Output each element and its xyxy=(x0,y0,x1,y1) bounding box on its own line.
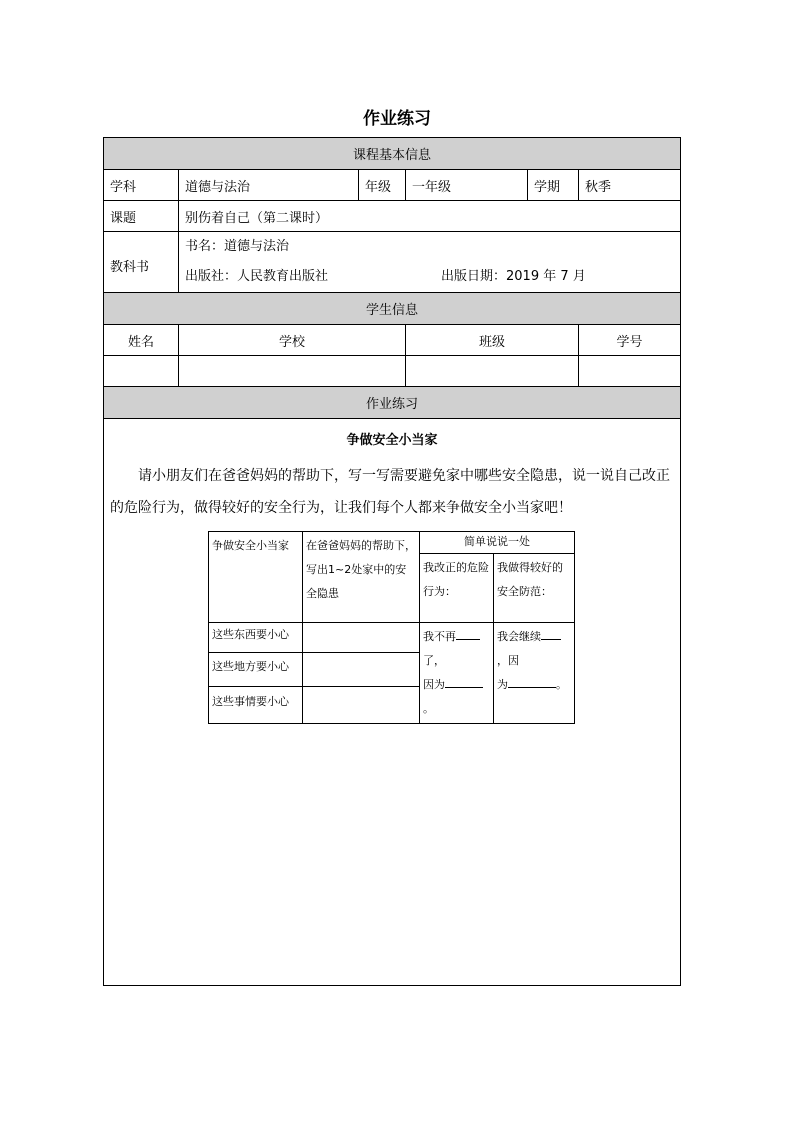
answer-good-text4: 。 xyxy=(556,678,567,691)
row-matters-label: 这些事情要小心 xyxy=(209,687,303,724)
cell-school[interactable] xyxy=(179,356,406,387)
grade-label: 年级 xyxy=(359,170,406,201)
answer-corrected-text1: 我不再 xyxy=(423,630,456,643)
textbook-info xyxy=(179,232,681,293)
term-label: 学期 xyxy=(528,170,579,201)
textbook-label-text: 教科书 xyxy=(110,259,150,275)
row-matters-answer[interactable] xyxy=(303,687,420,724)
section-student-info: 学生信息 xyxy=(104,293,681,325)
answer-good-text2: ，因 xyxy=(497,654,519,667)
row-places-answer[interactable] xyxy=(303,652,420,686)
grade-value: 一年级 xyxy=(406,170,528,201)
publish-date: 出版日期：2019 年 7 月 xyxy=(441,269,586,284)
blank-4[interactable] xyxy=(508,687,556,688)
worksheet-table xyxy=(103,137,681,986)
safety-header-title: 争做安全小当家 xyxy=(209,532,303,623)
answer-good-text3: 为 xyxy=(497,678,508,691)
safety-header-good: 我做得较好的安全防范： xyxy=(494,553,575,622)
answer-good-text1: 我会继续 xyxy=(497,630,541,643)
header-class: 班级 xyxy=(406,325,579,356)
header-student-id: 学号 xyxy=(579,325,681,356)
section-course-info: 课程基本信息 xyxy=(104,138,681,170)
cell-class[interactable] xyxy=(406,356,579,387)
row-things-label: 这些东西要小心 xyxy=(209,623,303,653)
blank-1[interactable] xyxy=(456,639,480,640)
cell-student-id[interactable] xyxy=(579,356,681,387)
activity-instruction: 请小朋友们在爸爸妈妈的帮助下，写一写需要避免家中哪些安全隐患，说一说自己改正的危险行为，做得较好的安全行为，让我们每个人都来争做安全小当家吧！ xyxy=(110,468,670,516)
answer-good[interactable] xyxy=(494,623,575,724)
activity-title: 争做安全小当家 xyxy=(346,433,438,448)
safety-header-talk: 简单说说一处 xyxy=(420,532,575,554)
textbook-label xyxy=(104,232,179,293)
page-title: 作业练习 xyxy=(363,109,431,129)
answer-corrected-text4: 。 xyxy=(423,702,434,715)
safety-table xyxy=(208,531,575,724)
cell-name[interactable] xyxy=(104,356,179,387)
answer-corrected-text3: 因为 xyxy=(423,678,445,691)
blank-2[interactable] xyxy=(445,687,483,688)
safety-header-hazards: 在爸爸妈妈的帮助下，写出1~2处家中的安全隐患 xyxy=(303,532,420,623)
topic-value: 别伤着自己（第二课时） xyxy=(179,201,681,232)
section-homework: 作业练习 xyxy=(104,387,681,419)
answer-corrected-text2: 了， xyxy=(423,654,445,667)
term-value: 秋季 xyxy=(579,170,681,201)
answer-corrected[interactable] xyxy=(420,623,494,724)
header-school: 学校 xyxy=(179,325,406,356)
subject-value: 道德与法治 xyxy=(179,170,359,201)
row-things-answer[interactable] xyxy=(303,623,420,653)
row-places-label: 这些地方要小心 xyxy=(209,652,303,686)
publisher-line xyxy=(185,262,674,292)
book-name: 书名：道德与法治 xyxy=(185,239,290,254)
blank-3[interactable] xyxy=(541,639,561,640)
publisher: 出版社：人民教育出版社 xyxy=(185,269,329,284)
topic-label: 课题 xyxy=(104,201,179,232)
header-name: 姓名 xyxy=(104,325,179,356)
safety-header-corrected: 我改正的危险行为： xyxy=(420,553,494,622)
subject-label: 学科 xyxy=(104,170,179,201)
homework-area xyxy=(104,419,681,986)
